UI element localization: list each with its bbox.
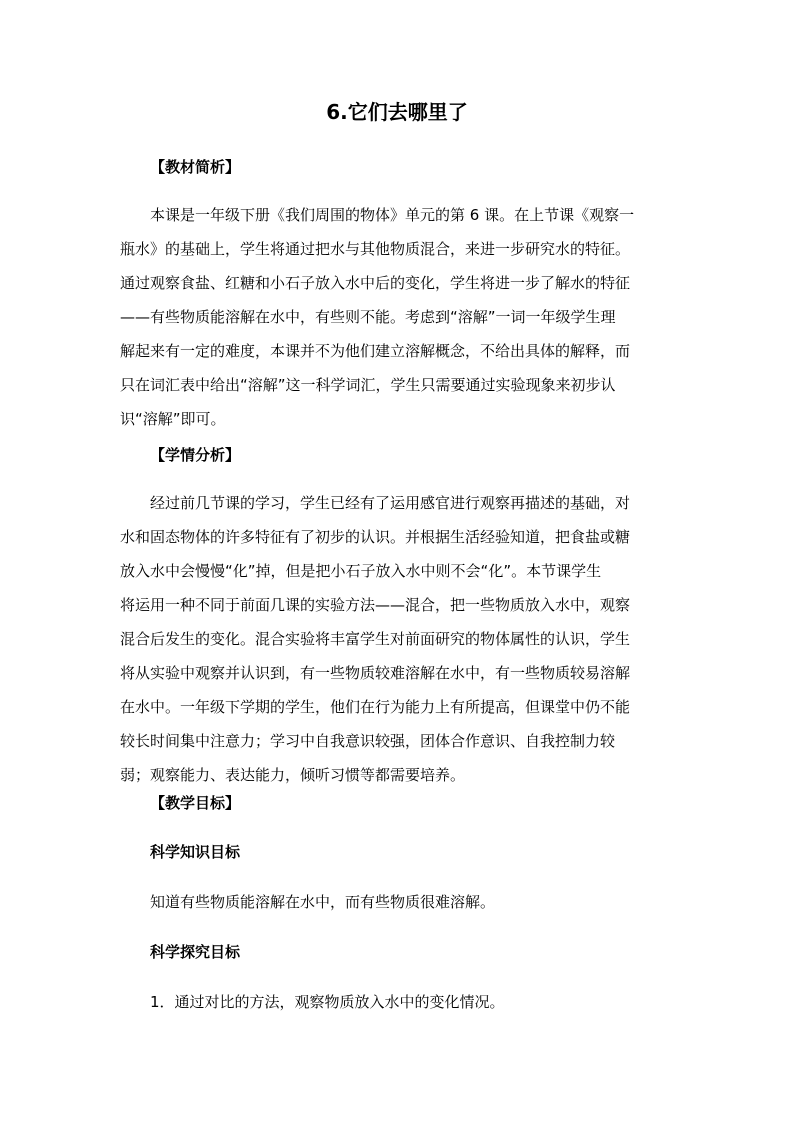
paragraph-line: 放入水中会慢慢“化”掉，但是把小石子放入水中则不会“化”。本节课学生 [120,562,602,580]
paragraph-line: 通过观察食盐、红糖和小石子放入水中后的变化，学生将进一步了解水的特征 [120,274,631,292]
section-paragraph-textbook-analysis [120,198,670,436]
paragraph-line: 将运用一种不同于前面几课的实验方法——混合，把一些物质放入水中，观察 [120,596,631,614]
paragraph-line: 解起来有一定的难度，本课并不为他们建立溶解概念，不给出具体的解释，而 [120,342,631,360]
subheading-inquiry-goal: 科学探究目标 [150,943,241,961]
section-paragraph-learner-analysis [120,486,670,792]
paragraph-line: 在水中。一年级下学期的学生，他们在行为能力上有所提高，但课堂中仍不能 [120,698,631,716]
paragraph-line: 识“溶解”即可。 [120,410,226,428]
paragraph-line: 只在词汇表中给出“溶解”这一科学词汇，学生只需要通过实验现象来初步认 [120,376,616,394]
section-heading-textbook-analysis: 【教材简析】 [150,158,241,176]
paragraph-line: 弱；观察能力、表达能力，倾听习惯等都需要培养。 [120,766,466,784]
knowledge-goal-text: 知道有些物质能溶解在水中，而有些物质很难溶解。 [150,893,496,911]
paragraph-line: 混合后发生的变化。混合实验将丰富学生对前面研究的物体属性的认识，学生 [120,630,631,648]
inquiry-goal-text: 1．通过对比的方法，观察物质放入水中的变化情况。 [150,993,505,1011]
page-title: 6.它们去哪里了 [326,100,468,124]
paragraph-line: 经过前几节课的学习，学生已经有了运用感官进行观察再描述的基础，对 [150,494,631,512]
paragraph-line: 本课是一年级下册《我们周围的物体》单元的第 6 课。在上节课《观察一 [150,206,635,224]
paragraph-line: ——有些物质能溶解在水中，有些则不能。考虑到“溶解”一词一年级学生理 [120,308,616,326]
paragraph-line: 将从实验中观察并认识到，有一些物质较难溶解在水中，有一些物质较易溶解 [120,664,631,682]
subheading-knowledge-goal: 科学知识目标 [150,843,241,861]
section-heading-teaching-goals: 【教学目标】 [150,794,241,812]
paragraph-line: 水和固态物体的许多特征有了初步的认识。并根据生活经验知道，把食盐或糖 [120,528,631,546]
paragraph-line: 较长时间集中注意力；学习中自我意识较强，团体合作意识、自我控制力较 [120,732,616,750]
paragraph-line: 瓶水》的基础上，学生将通过把水与其他物质混合，来进一步研究水的特征。 [120,240,631,258]
section-heading-learner-analysis: 【学情分析】 [150,446,241,464]
